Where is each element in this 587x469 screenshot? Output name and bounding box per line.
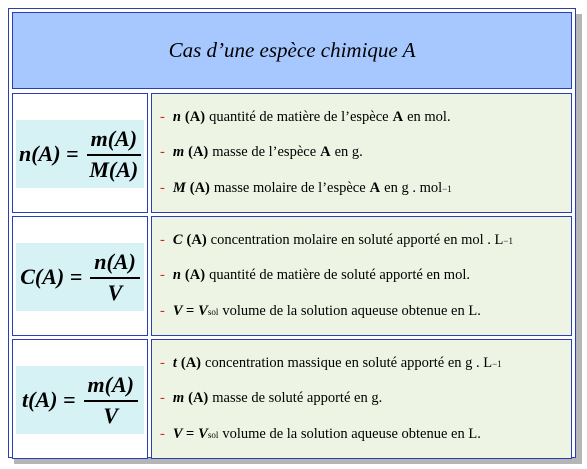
definition-text: masse molaire de l’espèce bbox=[213, 179, 366, 196]
table-title: Cas d’une espèce chimique A bbox=[168, 38, 416, 62]
symbol-argument: (A) bbox=[188, 390, 209, 407]
subscript: sol bbox=[207, 429, 219, 440]
unit-exponent: −1 bbox=[503, 236, 513, 247]
definition-line bbox=[160, 144, 571, 161]
formula-cell bbox=[12, 339, 148, 459]
denominator: V bbox=[103, 402, 119, 428]
symbol-argument: (A) bbox=[184, 109, 206, 126]
definition-line bbox=[160, 180, 571, 197]
definition-line bbox=[160, 109, 571, 126]
definition-line bbox=[160, 232, 571, 249]
definition-line bbox=[160, 267, 571, 284]
formula bbox=[16, 366, 144, 434]
definition-text: quantité de matière de soluté apporté en mol. bbox=[209, 267, 470, 284]
definition-text: concentration molaire en soluté apporté en mol . L bbox=[210, 232, 504, 249]
symbol: M bbox=[172, 179, 186, 196]
bullet-dash: - bbox=[160, 144, 165, 161]
definition-text: masse de l’espèce bbox=[212, 144, 317, 161]
symbol: C bbox=[172, 232, 183, 249]
definition-text: volume de la solution aqueuse obtenue en L. bbox=[222, 425, 481, 442]
table-header bbox=[12, 12, 572, 89]
definition-text: quantité de matière de l’espèce bbox=[209, 109, 389, 126]
table-row bbox=[12, 339, 572, 459]
bullet-dash: - bbox=[160, 179, 165, 196]
table-row bbox=[12, 216, 572, 336]
symbol-argument: (A) bbox=[180, 355, 202, 372]
formula-cell bbox=[12, 93, 148, 213]
symbol-argument: (A) bbox=[188, 144, 209, 161]
formula-cell bbox=[12, 216, 148, 336]
description-cell bbox=[151, 93, 572, 213]
bullet-dash: - bbox=[160, 425, 165, 442]
formula-lhs: t(A) = bbox=[22, 387, 76, 412]
definition-line bbox=[160, 426, 571, 443]
bullet-dash: - bbox=[160, 355, 165, 372]
unit-text: en mol. bbox=[407, 109, 451, 126]
definition-text: masse de soluté apporté en g. bbox=[212, 390, 383, 407]
bullet-dash: - bbox=[160, 302, 165, 319]
definition-text: volume de la solution aqueuse obtenue en L. bbox=[222, 302, 481, 319]
species-name: A bbox=[320, 144, 331, 161]
species-name: A bbox=[369, 179, 381, 196]
unit-text: en g . mol bbox=[384, 179, 443, 196]
subscript: sol bbox=[207, 306, 219, 317]
symbol-volume: V bbox=[198, 302, 208, 319]
symbol-argument: (A) bbox=[184, 267, 206, 284]
symbol: m bbox=[172, 144, 185, 161]
unit-exponent: −1 bbox=[492, 359, 502, 370]
definition-line bbox=[160, 303, 571, 320]
bullet-dash: - bbox=[160, 267, 165, 284]
bullet-dash: - bbox=[160, 232, 165, 249]
denominator: M(A) bbox=[89, 156, 139, 182]
fraction bbox=[90, 249, 140, 306]
formula-lhs: C(A) = bbox=[20, 264, 83, 289]
description-cell bbox=[151, 339, 572, 459]
symbol-volume: V bbox=[198, 425, 208, 442]
bullet-dash: - bbox=[160, 109, 165, 126]
symbol-argument: (A) bbox=[189, 179, 210, 196]
fraction bbox=[87, 126, 141, 183]
numerator: m(A) bbox=[84, 372, 138, 402]
definition-line bbox=[160, 355, 571, 372]
symbol: n bbox=[172, 109, 181, 126]
definition-line bbox=[160, 390, 571, 407]
symbol: n bbox=[172, 267, 181, 284]
symbol: V = bbox=[172, 302, 195, 319]
denominator: V bbox=[107, 279, 123, 305]
symbol: t bbox=[172, 355, 177, 372]
numerator: m(A) bbox=[87, 126, 141, 156]
bullet-dash: - bbox=[160, 390, 165, 407]
symbol: V = bbox=[172, 425, 195, 442]
formula bbox=[16, 120, 144, 188]
unit-exponent: −1 bbox=[442, 183, 452, 194]
description-cell bbox=[151, 216, 572, 336]
formula bbox=[16, 243, 144, 311]
formula-lhs: n(A) = bbox=[18, 141, 79, 166]
unit-text: en g. bbox=[334, 144, 363, 161]
symbol: m bbox=[172, 390, 185, 407]
chemistry-table bbox=[8, 8, 576, 458]
fraction bbox=[84, 372, 138, 429]
definition-text: concentration massique en soluté apporté en g . L bbox=[205, 355, 493, 372]
table-row bbox=[12, 93, 572, 213]
numerator: n(A) bbox=[90, 249, 140, 279]
species-name: A bbox=[392, 109, 404, 126]
symbol-argument: (A) bbox=[186, 232, 207, 249]
